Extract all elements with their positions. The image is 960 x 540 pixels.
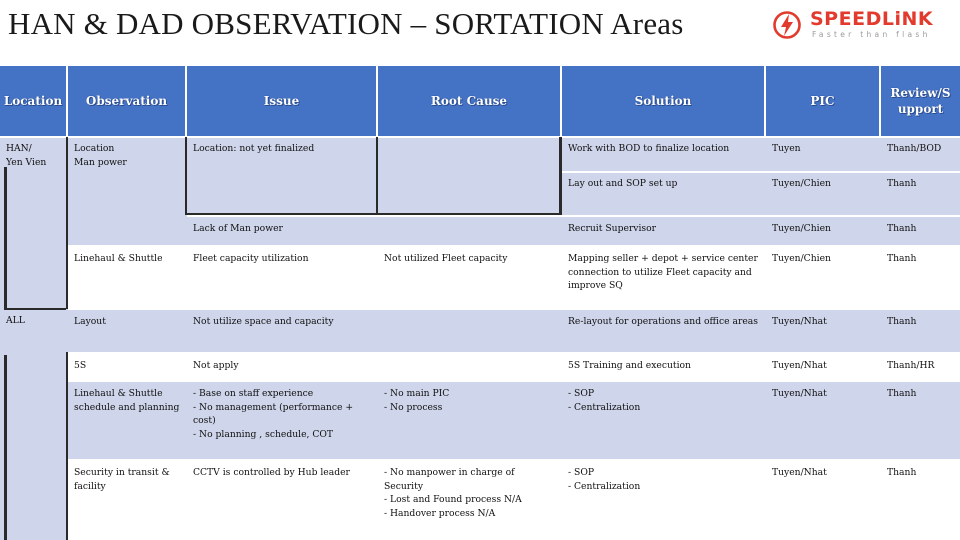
logo-brand: SPEEDLiNK: [810, 8, 934, 30]
row8-root-cause: - No manpower in charge of Security - Lost and Found process N/A - Handover process N/A: [378, 461, 562, 540]
border-line: [66, 352, 68, 540]
row6-issue: Not apply: [187, 354, 378, 381]
border-line: [378, 213, 562, 215]
border-line: [376, 137, 378, 215]
row1-issue: Location: not yet finalized: [187, 137, 378, 215]
row6-root-cause: [378, 354, 562, 381]
border-line: [4, 308, 66, 310]
row8-solution: - SOP - Centralization: [562, 461, 766, 540]
row4-solution: Mapping seller + depot + service center connection to utilize Fleet capacity and improve SQ: [562, 247, 766, 309]
row1-root-cause: [378, 137, 562, 245]
header-review: Review/Support: [881, 66, 960, 136]
row-divider: [68, 308, 960, 310]
row1-observation: Location Man power: [68, 137, 187, 245]
row8-issue: CCTV is controlled by Hub leader: [187, 461, 378, 540]
row7-observation: Linehaul & Shuttle schedule and planning: [68, 382, 187, 460]
border-line: [4, 167, 7, 310]
header-location: Location: [0, 66, 68, 136]
row7-review: Thanh: [881, 382, 960, 460]
row2-review: Thanh: [881, 172, 960, 215]
row-divider: [562, 171, 960, 173]
row5-issue: Not utilize space and capacity: [187, 310, 378, 352]
border-line: [185, 213, 377, 215]
row4-root-cause: Not utilized Fleet capacity: [378, 247, 562, 309]
row4-review: Thanh: [881, 247, 960, 309]
row3-solution: Recruit Supervisor: [562, 217, 766, 245]
page-title: HAN & DAD OBSERVATION – SORTATION Areas: [8, 6, 684, 41]
row-divider: [68, 380, 960, 382]
row7-root-cause: - No main PIC - No process: [378, 382, 562, 460]
row-divider: [187, 215, 960, 217]
row-divider: [0, 136, 960, 138]
location-han: HAN/ Yen Vien: [6, 143, 47, 168]
location-column-bg: [0, 137, 68, 540]
row5-pic: Tuyen/Nhat: [766, 310, 881, 352]
border-line: [185, 137, 187, 215]
row6-review: Thanh/HR: [881, 354, 960, 381]
row7-issue: - Base on staff experience - No management (performance + cost) - No planning , schedule, COT: [187, 382, 378, 460]
row5-solution: Re-layout for operations and office areas: [562, 310, 766, 352]
row8-observation: Security in transit & facility: [68, 461, 187, 540]
row5-review: Thanh: [881, 310, 960, 352]
border-line: [559, 137, 562, 215]
header-observation: Observation: [68, 66, 187, 136]
header-pic: PIC: [766, 66, 881, 136]
row8-review: Thanh: [881, 461, 960, 540]
row6-solution: 5S Training and execution: [562, 354, 766, 381]
row6-observation: 5S: [68, 354, 187, 381]
row1-review: Thanh/BOD: [881, 137, 960, 172]
border-line: [4, 355, 7, 540]
row8-pic: Tuyen/Nhat: [766, 461, 881, 540]
row5-root-cause: [378, 310, 562, 352]
row4-observation: Linehaul & Shuttle: [68, 247, 187, 309]
row2-pic: Tuyen/Chien: [766, 172, 881, 215]
location-all: ALL: [6, 315, 25, 326]
row5-observation: Layout: [68, 310, 187, 352]
row-divider: [68, 352, 960, 354]
row-divider: [68, 245, 960, 247]
header-solution: Solution: [562, 66, 766, 136]
row-divider: [68, 459, 960, 461]
row1-pic: Tuyen: [766, 137, 881, 172]
header-root-cause: Root Cause: [378, 66, 562, 136]
row7-pic: Tuyen/Nhat: [766, 382, 881, 460]
row3-pic: Tuyen/Chien: [766, 217, 881, 245]
row3-issue: Lack of Man power: [187, 217, 378, 245]
row3-review: Thanh: [881, 217, 960, 245]
row1-solution: Work with BOD to finalize location: [562, 137, 766, 172]
row7-solution: - SOP - Centralization: [562, 382, 766, 460]
row2-solution: Lay out and SOP set up: [562, 172, 766, 215]
row4-issue: Fleet capacity utilization: [187, 247, 378, 309]
logo-tagline: Faster than flash: [812, 30, 931, 39]
header-issue: Issue: [187, 66, 378, 136]
row4-pic: Tuyen/Chien: [766, 247, 881, 309]
row6-pic: Tuyen/Nhat: [766, 354, 881, 381]
border-line: [66, 137, 68, 309]
